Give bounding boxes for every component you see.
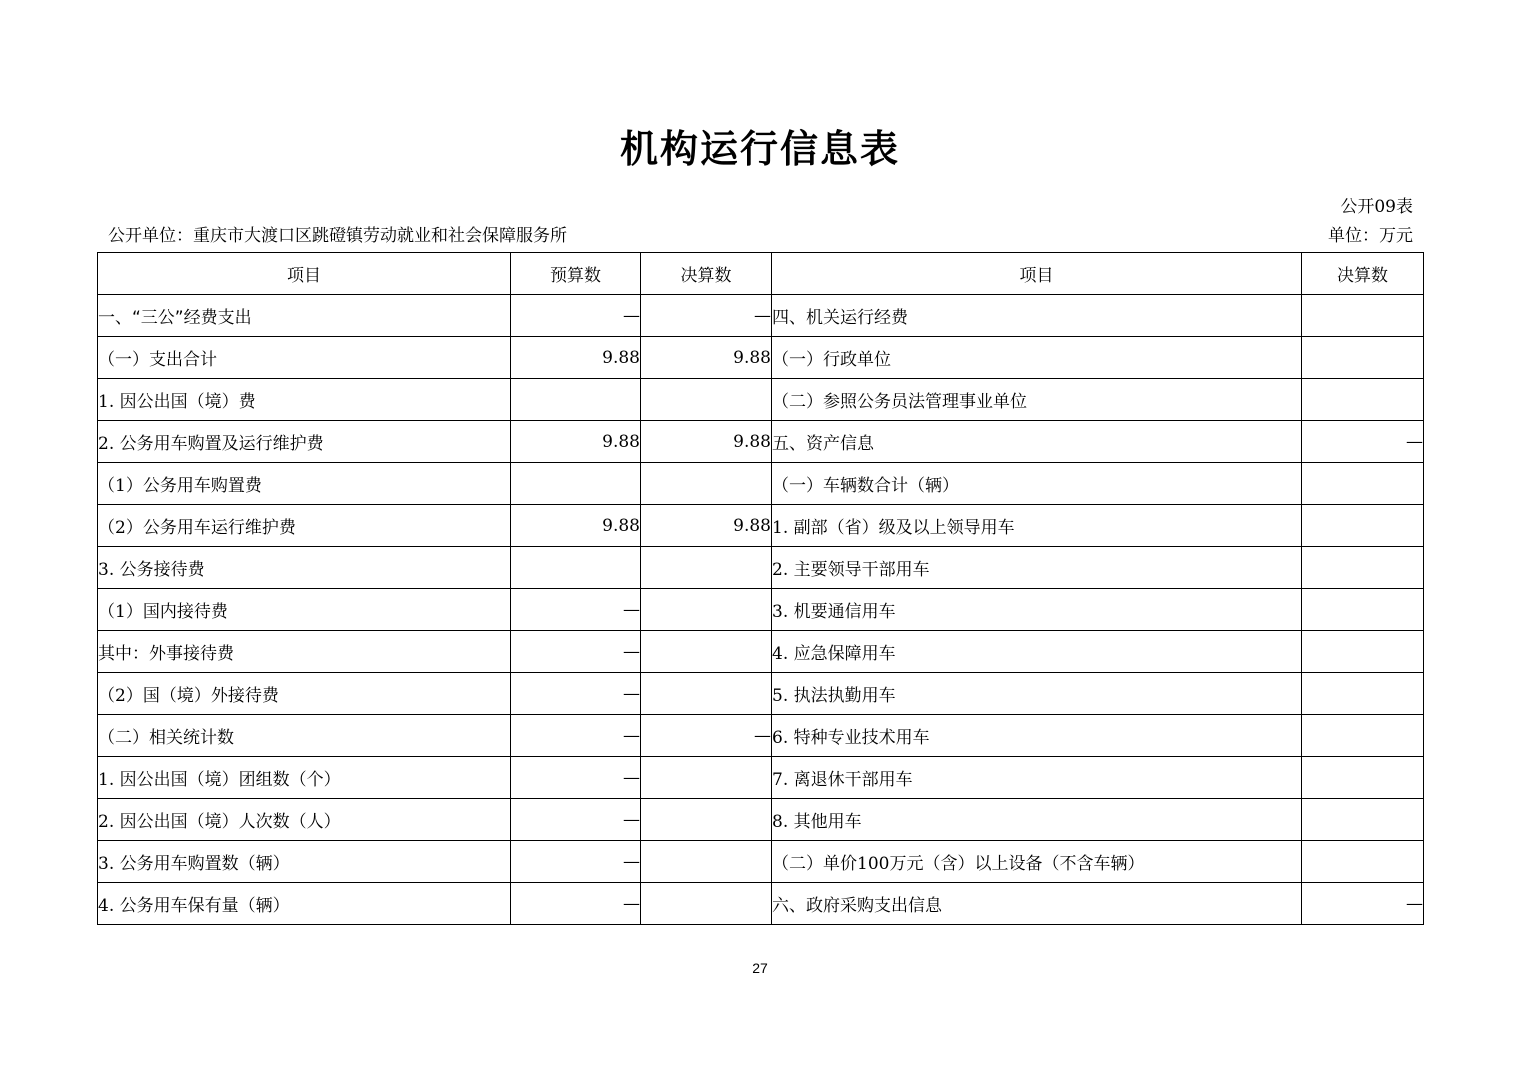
left-item-cell: 4. 公务用车保有量（辆） — [98, 883, 511, 925]
right-item-cell: 5. 执法执勤用车 — [772, 673, 1302, 715]
final-cell — [641, 631, 772, 673]
reporting-unit: 公开单位：重庆市大渡口区跳磴镇劳动就业和社会保障服务所 — [108, 226, 567, 246]
right-item-cell: 四、机关运行经费 — [772, 295, 1302, 337]
right-final-cell — [1302, 589, 1424, 631]
right-item-cell: 3. 机要通信用车 — [772, 589, 1302, 631]
table-row — [98, 379, 1424, 421]
final-cell — [641, 379, 772, 421]
page-title: 机构运行信息表 — [619, 127, 900, 171]
budget-cell: — — [511, 673, 641, 715]
right-final-cell — [1302, 379, 1424, 421]
table-header-row — [98, 253, 1424, 295]
budget-cell — [511, 547, 641, 589]
left-item-cell: 1. 因公出国（境）团组数（个） — [98, 757, 511, 799]
right-item-cell: 2. 主要领导干部用车 — [772, 547, 1302, 589]
final-cell — [641, 883, 772, 925]
right-item-cell: 8. 其他用车 — [772, 799, 1302, 841]
table-row — [98, 589, 1424, 631]
right-item-cell: 1. 副部（省）级及以上领导用车 — [772, 505, 1302, 547]
final-cell: 9.88 — [641, 337, 772, 379]
right-final-cell — [1302, 463, 1424, 505]
right-final-cell — [1302, 505, 1424, 547]
left-item-cell: 2. 公务用车购置及运行维护费 — [98, 421, 511, 463]
final-cell — [641, 757, 772, 799]
table-row — [98, 673, 1424, 715]
right-final-cell: — — [1302, 421, 1424, 463]
right-final-cell — [1302, 841, 1424, 883]
budget-cell: — — [511, 799, 641, 841]
right-item-cell: （二）单价100万元（含）以上设备（不含车辆） — [772, 841, 1302, 883]
currency-unit: 单位：万元 — [1328, 226, 1413, 246]
form-number: 公开09表 — [1340, 197, 1413, 217]
table-row — [98, 883, 1424, 925]
table-row — [98, 841, 1424, 883]
right-final-cell: — — [1302, 883, 1424, 925]
budget-cell — [511, 379, 641, 421]
left-item-cell: 2. 因公出国（境）人次数（人） — [98, 799, 511, 841]
final-cell — [641, 547, 772, 589]
budget-cell: — — [511, 631, 641, 673]
budget-cell: 9.88 — [511, 337, 641, 379]
final-cell: 9.88 — [641, 421, 772, 463]
right-item-cell: 六、政府采购支出信息 — [772, 883, 1302, 925]
right-final-cell — [1302, 673, 1424, 715]
right-final-cell — [1302, 715, 1424, 757]
left-item-cell: 一、“三公”经费支出 — [98, 295, 511, 337]
left-item-cell: （2）公务用车运行维护费 — [98, 505, 511, 547]
budget-cell: — — [511, 757, 641, 799]
left-item-cell: 其中：外事接待费 — [98, 631, 511, 673]
right-item-cell: 五、资产信息 — [772, 421, 1302, 463]
right-final-cell — [1302, 547, 1424, 589]
left-item-cell: （1）国内接待费 — [98, 589, 511, 631]
right-final-cell — [1302, 337, 1424, 379]
right-final-cell — [1302, 295, 1424, 337]
right-item-cell: 4. 应急保障用车 — [772, 631, 1302, 673]
table-row — [98, 505, 1424, 547]
table-row — [98, 757, 1424, 799]
final-cell — [641, 799, 772, 841]
final-cell: — — [641, 295, 772, 337]
left-item-cell: （二）相关统计数 — [98, 715, 511, 757]
header-budget: 预算数 — [511, 253, 641, 295]
header-item-left: 项目 — [98, 253, 511, 295]
budget-cell: — — [511, 715, 641, 757]
final-cell: 9.88 — [641, 505, 772, 547]
table-row — [98, 463, 1424, 505]
left-item-cell: 1. 因公出国（境）费 — [98, 379, 511, 421]
final-cell — [641, 463, 772, 505]
left-item-cell: 3. 公务接待费 — [98, 547, 511, 589]
header-final-right: 决算数 — [1302, 253, 1424, 295]
budget-cell: 9.88 — [511, 505, 641, 547]
left-item-cell: （1）公务用车购置费 — [98, 463, 511, 505]
table-row — [98, 295, 1424, 337]
final-cell — [641, 673, 772, 715]
left-item-cell: （一）支出合计 — [98, 337, 511, 379]
right-final-cell — [1302, 799, 1424, 841]
header-final-left: 决算数 — [641, 253, 772, 295]
header-item-right: 项目 — [772, 253, 1302, 295]
budget-cell: — — [511, 295, 641, 337]
right-final-cell — [1302, 757, 1424, 799]
page-number: 27 — [752, 960, 768, 976]
table-row — [98, 715, 1424, 757]
table-row — [98, 421, 1424, 463]
right-item-cell: （一）车辆数合计（辆） — [772, 463, 1302, 505]
table-row — [98, 337, 1424, 379]
budget-cell: — — [511, 589, 641, 631]
budget-cell — [511, 463, 641, 505]
final-cell — [641, 589, 772, 631]
info-table — [97, 252, 1424, 925]
budget-cell: — — [511, 883, 641, 925]
right-item-cell: （二）参照公务员法管理事业单位 — [772, 379, 1302, 421]
table-row — [98, 631, 1424, 673]
budget-cell: 9.88 — [511, 421, 641, 463]
table-row — [98, 547, 1424, 589]
right-item-cell: 6. 特种专业技术用车 — [772, 715, 1302, 757]
final-cell: — — [641, 715, 772, 757]
right-final-cell — [1302, 631, 1424, 673]
final-cell — [641, 841, 772, 883]
table-row — [98, 799, 1424, 841]
right-item-cell: 7. 离退休干部用车 — [772, 757, 1302, 799]
budget-cell: — — [511, 841, 641, 883]
right-item-cell: （一）行政单位 — [772, 337, 1302, 379]
left-item-cell: 3. 公务用车购置数（辆） — [98, 841, 511, 883]
left-item-cell: （2）国（境）外接待费 — [98, 673, 511, 715]
